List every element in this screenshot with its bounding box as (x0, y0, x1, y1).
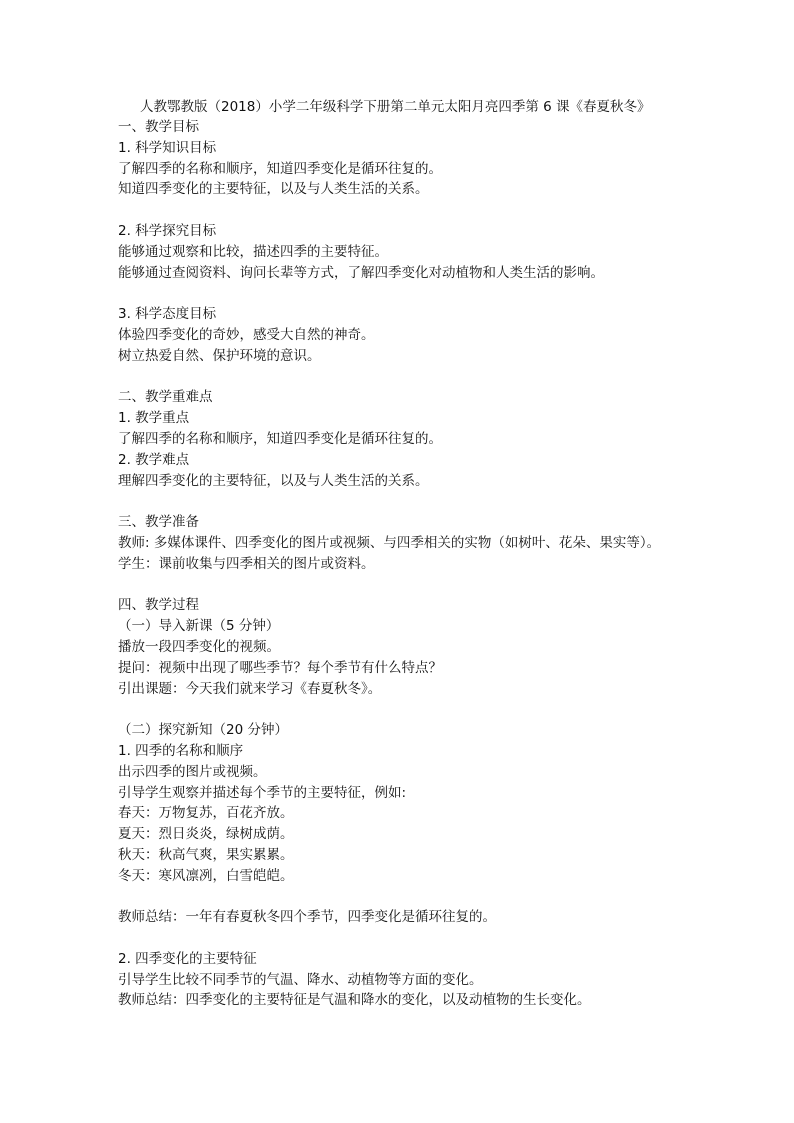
paragraph-line: 能够通过观察和比较，描述四季的主要特征。 (118, 243, 388, 260)
blank-line (118, 575, 734, 596)
subheading-inquiry-goals: 2. 科学探究目标 (118, 222, 217, 239)
paragraph-line: 出示四季的图片或视频。 (118, 763, 267, 780)
paragraph-line: 夏天：烈日炎炎，绿树成荫。 (118, 826, 294, 843)
document-title: 人教鄂教版（2018）小学二年级科学下册第二单元太阳月亮四季第 6 课《春夏秋冬》 (140, 99, 651, 115)
section-heading-keypoints: 二、教学重难点 (118, 389, 213, 406)
blank-line (118, 886, 734, 907)
blank-line (118, 367, 734, 388)
paragraph-line: 播放一段四季变化的视频。 (118, 638, 280, 655)
section-heading-preparation: 三、教学准备 (118, 514, 199, 531)
subheading-intro: （一）导入新课（5 分钟） (118, 618, 280, 635)
paragraph-line: 引导学生比较不同季节的气温、降水、动植物等方面的变化。 (118, 971, 483, 988)
section-heading-goals: 一、教学目标 (118, 119, 199, 135)
paragraph-line: 春天：万物复苏，百花齐放。 (118, 805, 294, 822)
paragraph-line: 能够通过查阅资料、询问长辈等方式，了解四季变化对动植物和人类生活的影响。 (118, 264, 604, 281)
subheading-attitude-goals: 3. 科学态度目标 (118, 306, 217, 323)
paragraph-line: 引导学生观察并描述每个季节的主要特征，例如: (118, 784, 407, 801)
section-heading-process: 四、教学过程 (118, 597, 199, 614)
paragraph-line: 知道四季变化的主要特征，以及与人类生活的关系。 (118, 181, 429, 198)
blank-line (118, 491, 734, 512)
paragraph-line: 教师总结：一年有春夏秋冬四个季节，四季变化是循环往复的。 (118, 909, 496, 926)
subheading-knowledge-goals: 1. 科学知识目标 (118, 139, 217, 156)
paragraph-line: 秋天：秋高气爽，果实累累。 (118, 846, 294, 863)
subheading-seasons-order: 1. 四季的名称和顺序 (118, 742, 244, 759)
subheading-focus: 1. 教学重点 (118, 410, 190, 427)
blank-line (118, 283, 734, 304)
subheading-difficulty: 2. 教学难点 (118, 451, 190, 468)
paragraph-line: 学生：课前收集与四季相关的图片或资料。 (118, 555, 375, 572)
blank-line (118, 200, 734, 221)
paragraph-line: 了解四季的名称和顺序，知道四季变化是循环往复的。 (118, 430, 442, 447)
paragraph-line: 教师总结：四季变化的主要特征是气温和降水的变化，以及动植物的生长变化。 (118, 992, 591, 1009)
paragraph-line: 提问：视频中出现了哪些季节？每个季节有什么特点？ (118, 659, 442, 676)
paragraph-line: 冬天：寒风凛冽，白雪皑皑。 (118, 867, 294, 884)
paragraph-line: 引出课题：今天我们就来学习《春夏秋冬》。 (118, 680, 382, 697)
paragraph-line: 树立热爱自然、保护环境的意识。 (118, 347, 321, 364)
blank-line (118, 699, 734, 720)
subheading-season-features: 2. 四季变化的主要特征 (118, 950, 257, 967)
blank-line (118, 928, 734, 949)
subheading-explore: （二）探究新知（20 分钟） (118, 722, 288, 739)
paragraph-line: 理解四季变化的主要特征，以及与人类生活的关系。 (118, 472, 429, 489)
paragraph-line: 了解四季的名称和顺序，知道四季变化是循环往复的。 (118, 160, 442, 177)
paragraph-line: 教师: 多媒体课件、四季变化的图片或视频、与四季相关的实物（如树叶、花朵、果实等）。 (118, 534, 661, 551)
paragraph-line: 体验四季变化的奇妙，感受大自然的神奇。 (118, 326, 375, 343)
